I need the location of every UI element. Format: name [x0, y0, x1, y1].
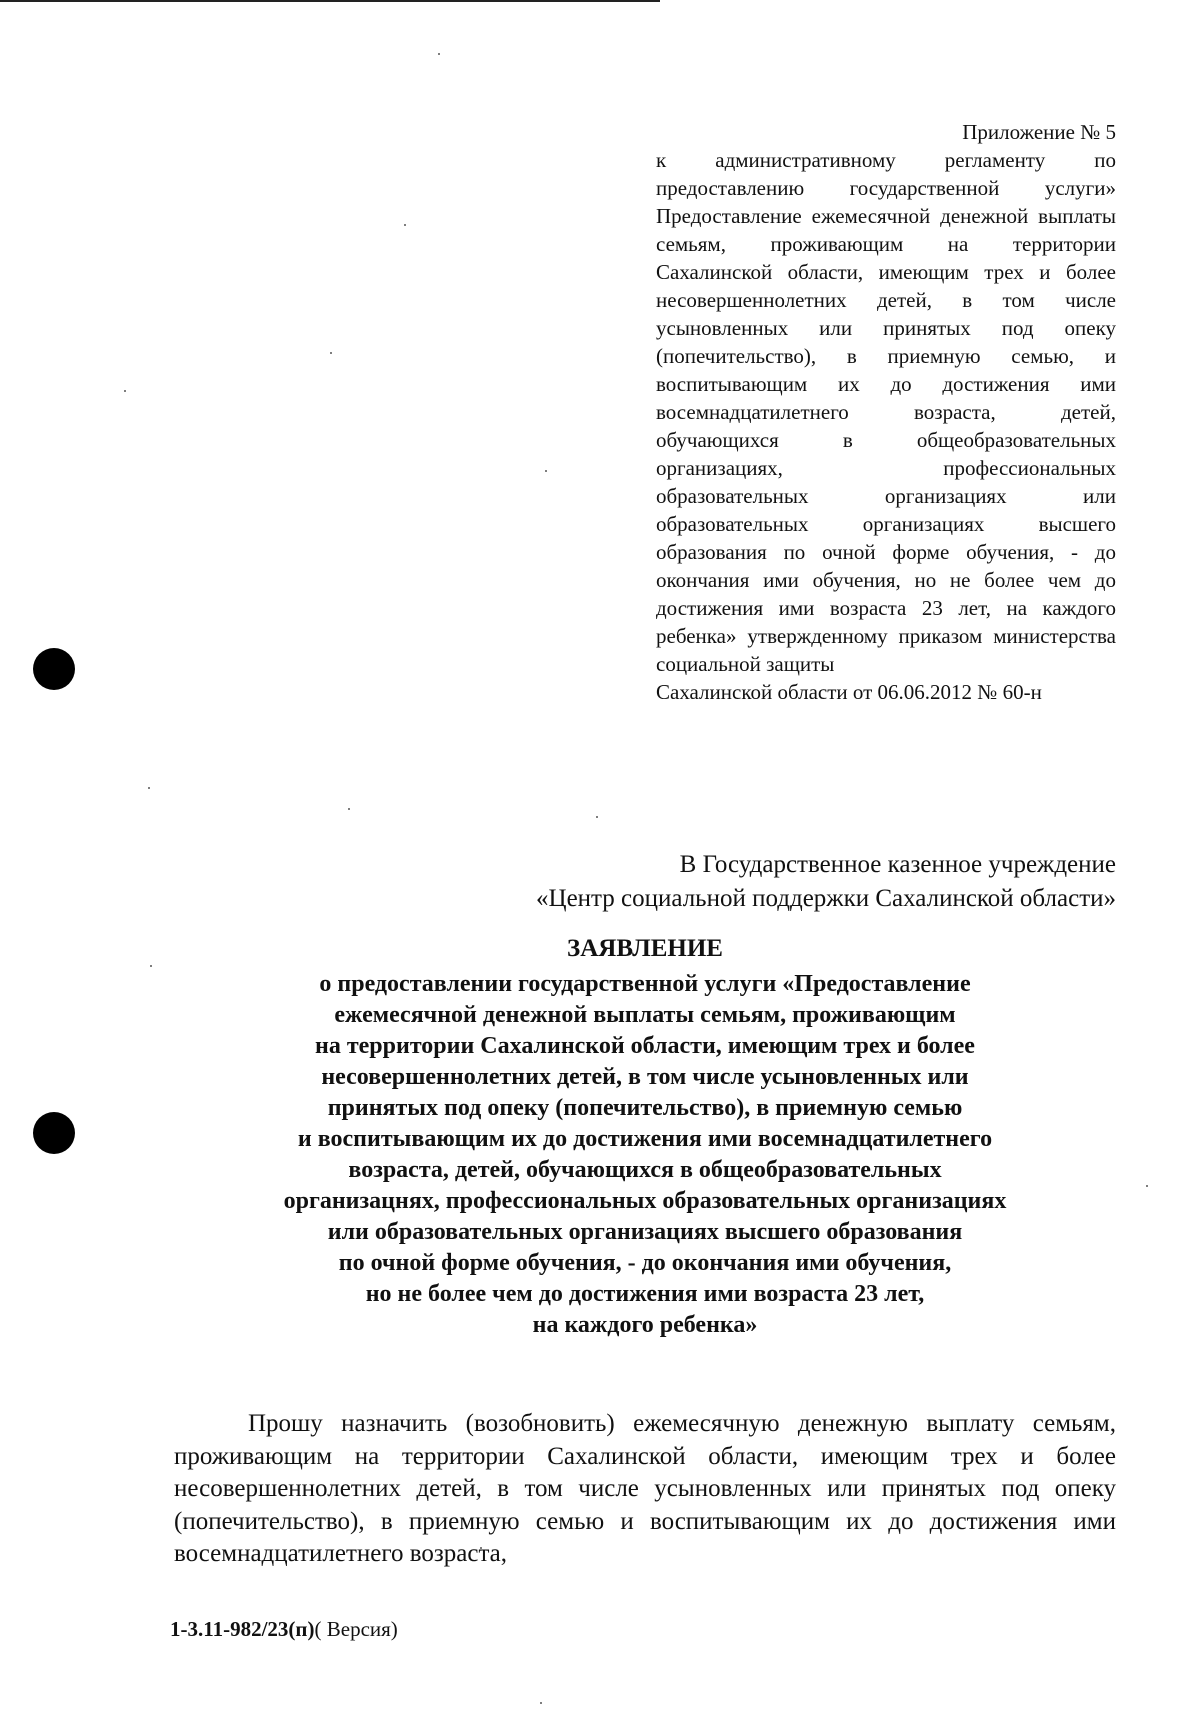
appendix-last-line: Сахалинской области от 06.06.2012 № 60-н — [656, 680, 1042, 704]
scan-speck — [148, 787, 150, 789]
subtitle-line: но не более чем до достижения ими возраста 23 лет, — [365, 1281, 925, 1307]
document-code-number: 1-3.11-982/23(п) — [170, 1617, 315, 1641]
scan-speck — [1146, 1185, 1148, 1187]
subtitle-line: или образовательных организациях высшего образования — [327, 1219, 963, 1245]
document-version: ( Версия) — [314, 1617, 398, 1641]
scan-speck — [545, 470, 547, 472]
binder-hole-bottom — [33, 1112, 75, 1154]
scan-speck — [596, 816, 598, 818]
subtitle-line: о предоставлении государственной услуги «Предоставление — [319, 971, 971, 997]
scan-speck — [330, 352, 332, 354]
appendix-block — [656, 118, 1116, 706]
addressee-line-2: «Центр социальной поддержки Сахалинской области» — [536, 885, 1116, 912]
subtitle-line: возраста, детей, обучающихся в общеобразовательных — [348, 1157, 942, 1183]
appendix-title: Приложение № 5 — [962, 120, 1116, 144]
subtitle-line: принятых под опеку (попечительство), в приемную семью — [327, 1095, 963, 1121]
addressee-block — [416, 848, 1116, 916]
scan-speck — [438, 53, 440, 55]
scan-speck — [404, 224, 406, 226]
statement-title: ЗАЯВЛЕНИЕ — [567, 935, 723, 962]
scan-edge-line — [0, 0, 660, 2]
document-code — [170, 1615, 398, 1643]
statement-subtitle — [150, 969, 1140, 1341]
scan-speck — [124, 390, 126, 392]
subtitle-line: по очной форме обучения, - до окончания ими обучения, — [338, 1250, 952, 1276]
subtitle-line: ежемесячной денежной выплаты семьям, проживающим — [334, 1002, 956, 1028]
subtitle-line: на территории Сахалинской области, имеющим трех и более — [315, 1033, 975, 1059]
scan-speck — [540, 1702, 542, 1704]
binder-hole-top — [33, 648, 75, 690]
subtitle-line: несовершеннолетних детей, в том числе усыновленных или — [321, 1064, 969, 1090]
subtitle-line: организацнях, профессиональных образовательных организациях — [283, 1188, 1007, 1214]
addressee-line-1: В Государственное казенное учреждение — [679, 851, 1116, 878]
subtitle-line: на каждого ребенка» — [532, 1312, 758, 1338]
scan-speck — [348, 808, 350, 810]
subtitle-line: и воспитывающим их до достижения ими восемнадцатилетнего — [297, 1126, 993, 1152]
scan-speck — [150, 965, 152, 967]
request-paragraph: Прошу назначить (возобновить) ежемесячную денежную выплату семьям, проживающим на территории Сахалинской области, имеющим трех и более несовершеннолетних детей, в том числе усыновленных или принятых под опеку (попечительство), в приемную семью и воспитывающим их до достижения ими восемнадцатилетнего возраста, — [174, 1410, 1116, 1567]
appendix-body: к административному регламенту по предоставлению государственной услуги» Предоставление ежемесячной денежной выплаты семьям, проживающим на территории Сахалинской области, имеющим трех и более несовершеннолетних детей, в том числе усыновленных или принятых под опеку (попечительство), в приемную семью, и воспитывающим их до достижения ими восемнадцатилетнего возраста, детей, обучающихся в общеобразовательных организациях, профессиональных образовательных организациях или образовательных организациях высшего образования по очной форме обучения, - до окончания ими обучения, но не более чем до достижения ими возраста 23 лет, на каждого ребенка» утвержденному приказом министерства социальной защиты — [656, 148, 1116, 676]
